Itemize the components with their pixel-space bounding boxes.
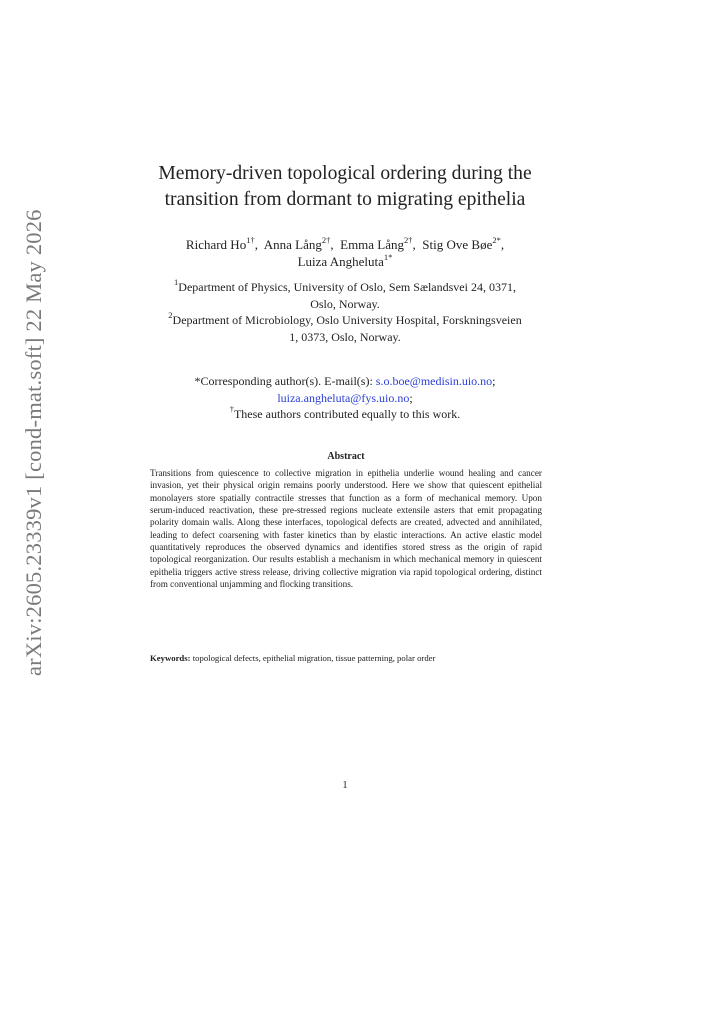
- keywords: [150, 652, 542, 664]
- affiliation-2-line-1: $^2$Department of Microbiology, Oslo University Hospital, Forskningsveien: [168, 310, 522, 327]
- affiliation-2-line-2: 1, 0373, Oslo, Norway.: [289, 329, 401, 344]
- affiliation-mark: 2: [168, 310, 173, 320]
- equal-contribution-note: †These authors contributed equally to this work.: [229, 404, 461, 421]
- author-name: Emma Lång: [340, 237, 405, 252]
- author-name: Stig Ove Bøe: [422, 237, 493, 252]
- title-line-2: transition from dormant to migrating epithelia: [164, 189, 526, 210]
- authors-line-1: Richard $Ho^{1\dagger}$, Anna Lång$^{2\dagger}$, Emma Lång$^{2\dagger}$, Stig Ove Bøe$^{2*}$,: [185, 234, 505, 252]
- title-line-1: Memory-driven topological ordering during the: [158, 163, 532, 184]
- arxiv-identifier: arXiv:2605.23339v1 [cond-mat.soft] 22 May 2026: [21, 209, 46, 676]
- correspondence-line-2: luiza.angheluta@fys.uio.no;: [277, 390, 413, 405]
- abstract-heading: Abstract: [327, 451, 365, 462]
- author-name: Richard Ho: [185, 237, 247, 252]
- dagger-mark: †: [229, 404, 234, 414]
- author-name: Luiza Angheluta: [297, 254, 384, 269]
- page-number: 1: [342, 780, 348, 791]
- keywords-text: topological defects, epithelial migration, tissue patterning, polar order: [190, 653, 436, 663]
- author-name: Anna Lång: [263, 237, 322, 252]
- affiliation-1-line-1: $^1$Department of Physics, University of Oslo, Sem Sælandsvei 24, 0371,: [174, 277, 516, 294]
- correspondence-line-1: *Corresponding author(s). E-mail(s): s.o.boe@medisin.uio.no;: [194, 374, 496, 388]
- keywords-label: Keywords:: [150, 653, 191, 663]
- author-affiliation-mark: 2†: [404, 234, 413, 245]
- author-affiliation-mark: 1†: [246, 234, 255, 245]
- correspondence: [110, 373, 580, 423]
- author-affiliation-mark: 1*: [383, 251, 393, 262]
- authors-line-2: [110, 253, 580, 270]
- author-affiliation-mark: 2*: [492, 234, 501, 245]
- author-affiliation-mark: 2†: [321, 234, 331, 245]
- paper-title: [120, 161, 570, 213]
- email-link-2[interactable]: luiza.angheluta@fys.uio.no: [277, 390, 410, 405]
- affiliations: [110, 279, 580, 345]
- email-link-1[interactable]: s.o.boe@medisin.uio.no: [375, 374, 493, 388]
- affiliation-mark: 1: [174, 277, 179, 287]
- author-list: [110, 236, 580, 270]
- abstract-text: Transitions from quiescence to collective migration in epithelia underlie wound healing and cancer invasion, yet their physical origin remains poorly understood. Here we show that quiescent epithelial monolayers store spatially contractile stresses that function as a form of mechanical memory. Upon serum-induced reactivation, these pre-stressed regions nucleate extensile asters that emit propagating polarity domain walls. Along these interfaces, topological defects are created, advected and annihilated, leading to defect coarsening with faster kinetics than by elastic interactions. An active elastic model quantitatively reproduces the observed dynamics and identifies stored stress as the origin of rapid topological reorganization. Our results establish a mechanism in which mechanical memory in quiescent epithelia triggers active stress release, driving collective migration via rapid topological ordering, distinct from conventional unjamming and flocking transitions.: [150, 468, 542, 590]
- affiliation-1-line-2: Oslo, Norway.: [310, 296, 380, 311]
